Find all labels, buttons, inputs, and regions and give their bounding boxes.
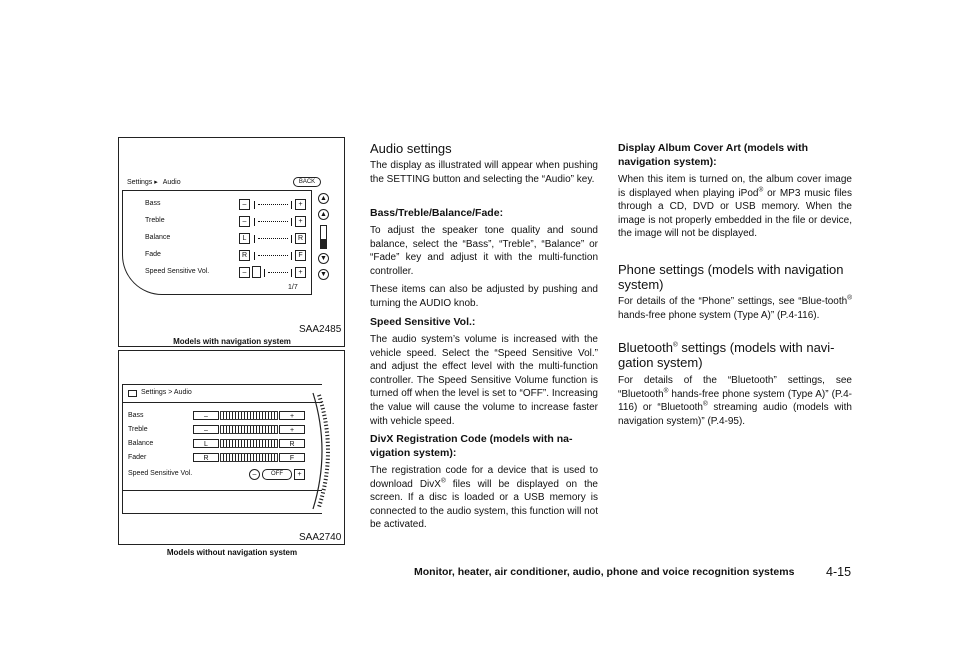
registered-mark: ® — [440, 477, 446, 485]
scroll-down-icon[interactable]: ▼ — [318, 253, 329, 264]
row-label-treble: Treble — [128, 426, 148, 433]
nonav-settings-panel — [122, 384, 322, 514]
row-label-speed-sensitive-vol: Speed Sensitive Vol. — [128, 470, 193, 477]
scroll-up-icon[interactable]: ▲ — [318, 193, 329, 204]
figure-caption-nonav: Models without navigation system — [166, 548, 298, 557]
album-art-heading — [618, 141, 858, 169]
settings-breadcrumb: Settings > Audio — [141, 389, 192, 396]
row-label-fader: Fader — [128, 454, 147, 461]
registered-mark: ® — [847, 294, 852, 302]
balance-right-button[interactable]: R — [279, 439, 305, 448]
nav-settings-panel — [122, 190, 312, 295]
figure-nonav-audio-screen — [118, 350, 345, 545]
album-text-a: When this item is turned on, the album cover image is displayed when playing iPod — [618, 174, 852, 199]
lower-divider — [123, 490, 322, 491]
divx-text-a: The registration code for a device that is used to download DivX — [370, 465, 598, 490]
phone-text-a: For details of the “Phone” settings, see “Blue-tooth — [618, 296, 848, 307]
bluetooth-settings-heading — [618, 340, 858, 370]
bass-plus-button[interactable]: + — [295, 199, 306, 210]
treble-level-bar[interactable] — [220, 425, 278, 434]
registered-mark: ® — [663, 387, 669, 395]
phone-title-line-1: Phone settings (models with navigation — [618, 262, 844, 277]
fader-level-bar[interactable] — [220, 453, 278, 462]
bass-minus-button[interactable]: – — [239, 199, 250, 210]
bluetooth-settings-paragraph — [618, 374, 852, 428]
row-label-fade: Fade — [145, 251, 161, 258]
scroll-down-icon-2[interactable]: ▼ — [318, 269, 329, 280]
page-indicator: 1/7 — [288, 284, 298, 291]
divx-heading-line-2: vigation system): — [370, 447, 457, 459]
scroll-position-bar[interactable] — [320, 225, 327, 249]
treble-minus-button[interactable]: – — [193, 425, 219, 434]
ssv-minus-button[interactable]: – — [249, 469, 260, 480]
bass-level-bar[interactable] — [254, 201, 292, 209]
footer-chapter-title: Monitor, heater, air conditioner, audio, phone and voice recognition systems — [414, 566, 795, 578]
album-heading-line-2: navigation system): — [618, 156, 717, 168]
phone-settings-paragraph — [618, 295, 852, 322]
fade-rear-button[interactable]: R — [239, 250, 250, 261]
phone-title-line-2: system) — [618, 277, 664, 292]
ssv-off-value[interactable]: OFF — [262, 469, 292, 480]
divx-paragraph — [370, 464, 598, 532]
settings-icon — [128, 390, 137, 397]
balance-left-button[interactable]: L — [239, 233, 250, 244]
divx-heading-line-1: DivX Registration Code (models with na- — [370, 433, 573, 445]
treble-plus-button[interactable]: + — [279, 425, 305, 434]
ssv-plus-button[interactable]: + — [294, 469, 305, 480]
dial-scale-icon — [303, 391, 333, 511]
album-heading-line-1: Display Album Cover Art (models with — [618, 142, 808, 154]
phone-text-b: hands-free phone system (Type A)” (P.4-116). — [618, 309, 820, 321]
breadcrumb-audio: Audio — [162, 179, 181, 186]
album-art-paragraph — [618, 173, 852, 241]
treble-level-bar[interactable] — [254, 218, 292, 226]
registered-mark: ® — [672, 341, 678, 349]
bass-treble-heading: Bass/Treble/Balance/Fade: — [370, 207, 504, 219]
ssv-off-icon — [252, 266, 261, 278]
speed-sensitive-heading: Speed Sensitive Vol.: — [370, 316, 476, 328]
row-label-treble: Treble — [145, 217, 165, 224]
audio-settings-intro: The display as illustrated will appear when pushing the SETTING button and selecting the “Audio” key. — [370, 160, 598, 185]
back-label: BACK — [298, 179, 316, 185]
balance-level-bar[interactable] — [254, 235, 292, 243]
row-label-balance: Balance — [145, 234, 171, 241]
fade-front-button[interactable]: F — [295, 250, 306, 261]
bass-treble-paragraph-1: To adjust the speaker tone quality and sound balance, select the “Bass”, “Treble”, “Balance” or “Fade” key and adjust it with the multi-function controller. — [370, 225, 598, 277]
balance-left-button[interactable]: L — [193, 439, 219, 448]
balance-right-button[interactable]: R — [295, 233, 306, 244]
album-text-b: or MP3 music files through a CD, DVD or USB memory. When the image is not properly embedded in the file or device, the image will not be displayed. — [618, 187, 852, 240]
bass-treble-paragraph-2: These items can also be adjusted by pushing and turning the AUDIO knob. — [370, 284, 598, 309]
bt-title-a: Bluetooth — [618, 340, 673, 355]
bt-text-c: streaming audio (models with navigation system)” (P.4-95). — [618, 402, 852, 427]
breadcrumb-divider — [123, 402, 322, 403]
divx-text-b: files will be displayed on the screen. If a disc is loaded or a USB memory is connected to the audio system, this function will not be activated. — [370, 478, 598, 531]
ssv-minus-button[interactable]: – — [239, 267, 250, 278]
fade-level-bar[interactable] — [254, 252, 292, 260]
page-number: 4-15 — [826, 565, 852, 579]
ssv-level-bar[interactable] — [264, 269, 292, 277]
bass-level-bar[interactable] — [220, 411, 278, 420]
back-button[interactable] — [293, 177, 321, 187]
speed-sensitive-paragraph: The audio system’s volume is increased with the vehicle speed. Select the “Speed Sensitive Vol.” and adjust the effect level with the multi-function controller. The Speed Sensitive Volume function is turned off when the level is set to “OFF”. Increasing the value will cause the volume to increase faster with vehicle speed. — [370, 334, 598, 427]
figure-code: SAA2485 — [299, 324, 342, 335]
treble-minus-button[interactable]: – — [239, 216, 250, 227]
row-label-balance: Balance — [128, 440, 154, 447]
figure-nav-audio-screen — [118, 137, 345, 347]
bt-text-a: For details of the “Bluetooth” settings, see “Bluetooth — [618, 375, 852, 400]
settings-breadcrumb — [127, 178, 181, 186]
audio-settings-heading: Audio settings — [370, 141, 452, 156]
figure-code: SAA2740 — [299, 532, 342, 543]
fader-rear-button[interactable]: R — [193, 453, 219, 462]
row-label-speed-sensitive-vol: Speed Sensitive Vol. — [145, 268, 210, 275]
registered-mark: ® — [703, 400, 708, 408]
registered-mark: ® — [758, 186, 764, 194]
divx-heading — [370, 432, 600, 460]
bt-text-b: hands-free phone system (Type A)” (P.4-116) or “Bluetooth — [618, 388, 852, 414]
bt-title-line-2: gation system) — [618, 355, 703, 370]
phone-settings-heading — [618, 262, 858, 292]
bass-minus-button[interactable]: – — [193, 411, 219, 420]
scroll-up-icon-2[interactable]: ▲ — [318, 209, 329, 220]
row-label-bass: Bass — [145, 200, 161, 207]
balance-level-bar[interactable] — [220, 439, 278, 448]
row-label-bass: Bass — [128, 412, 144, 419]
fader-front-button[interactable]: F — [279, 453, 305, 462]
figure-caption-nav: Models with navigation system — [173, 337, 291, 346]
bass-plus-button[interactable]: + — [279, 411, 305, 420]
treble-plus-button[interactable]: + — [295, 216, 306, 227]
breadcrumb-settings: Settings ▸ — [127, 179, 158, 186]
ssv-plus-button[interactable]: + — [295, 267, 306, 278]
bt-title-b: settings (models with navi- — [677, 340, 835, 355]
